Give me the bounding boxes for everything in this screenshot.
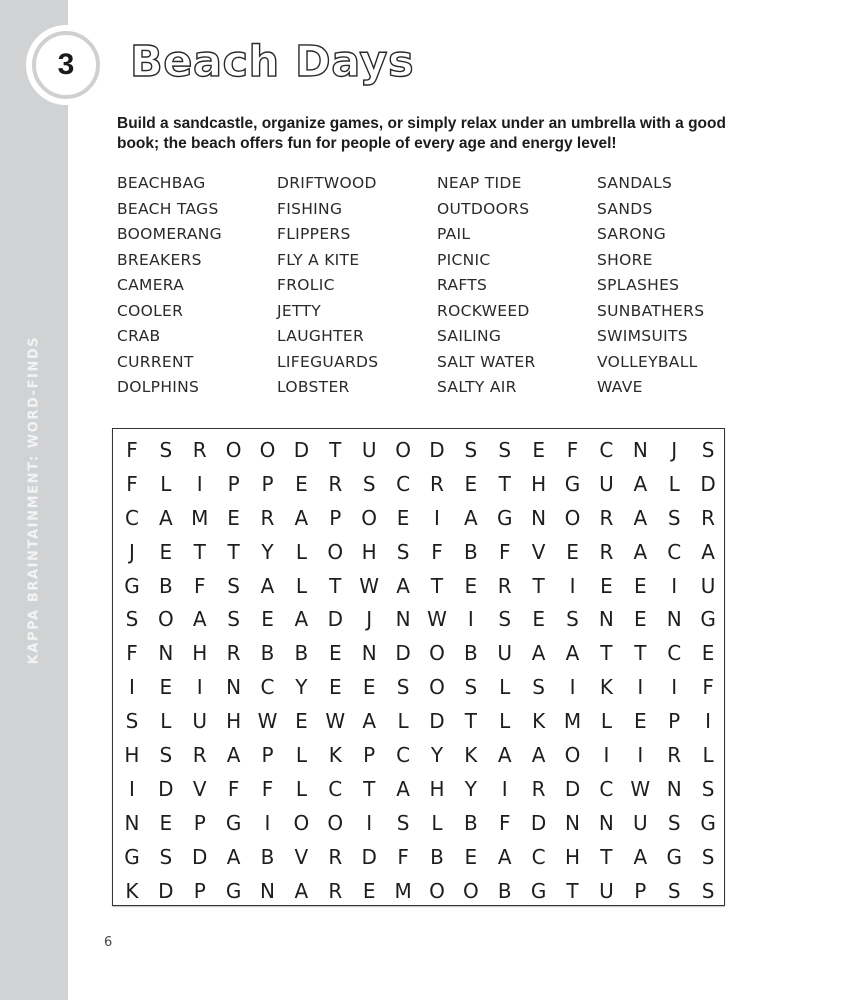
puzzle-number-badge [26, 25, 106, 105]
grid-cell[interactable]: E [396, 505, 410, 530]
grid-cell[interactable]: G [124, 573, 140, 598]
grid-cell[interactable]: O [429, 878, 445, 903]
page-title: Beach Days [130, 37, 415, 87]
grid-cell[interactable]: C [328, 776, 343, 801]
word-list-item: BOOMERANG [117, 225, 222, 243]
grid-cell[interactable]: Y [261, 539, 274, 564]
grid-cell[interactable]: I [637, 742, 644, 767]
grid-cell[interactable]: O [429, 675, 445, 700]
grid-cell[interactable]: T [600, 844, 613, 869]
word-list-item: SALTY AIR [437, 378, 517, 396]
grid-cell[interactable]: T [634, 641, 647, 666]
word-list-item: SALT WATER [437, 352, 536, 371]
grid-cell[interactable]: S [667, 505, 681, 530]
grid-cell[interactable]: F [498, 810, 511, 835]
grid-cell[interactable]: L [295, 539, 307, 564]
grid-cell[interactable]: E [261, 607, 274, 632]
grid-cell[interactable]: R [192, 437, 207, 462]
grid-cell[interactable]: O [462, 878, 479, 903]
grid-cell[interactable]: D [327, 607, 343, 632]
grid-cell[interactable]: D [361, 844, 377, 869]
grid-cell[interactable]: E [464, 844, 478, 869]
grid-cell[interactable]: B [294, 641, 309, 666]
grid-cell[interactable]: K [125, 878, 139, 903]
grid-cell[interactable]: N [531, 505, 547, 530]
grid-cell[interactable]: E [464, 471, 478, 496]
word-list-item: SANDALS [597, 174, 673, 192]
puzzle-number: 3 [57, 48, 75, 81]
grid-cell[interactable]: T [532, 573, 545, 598]
intro-text: Build a sandcastle, organize games, or simply relax under an umbrella with a good book; the beach offers fun for people of every age and energy level! [117, 115, 726, 152]
grid-cell[interactable]: I [467, 607, 474, 632]
grid-cell[interactable]: R [260, 505, 275, 530]
grid-cell[interactable]: I [671, 573, 678, 598]
word-list-item: LIFEGUARDS [277, 352, 379, 371]
grid-cell[interactable]: L [160, 709, 172, 734]
grid-cell[interactable]: I [603, 742, 610, 767]
grid-cell[interactable]: A [226, 844, 241, 869]
grid-cell[interactable]: A [497, 742, 512, 767]
grid-cell[interactable]: G [225, 810, 242, 835]
grid-cell[interactable]: S [701, 878, 715, 903]
grid-cell[interactable]: I [366, 810, 373, 835]
grid-cell[interactable]: E [464, 573, 478, 598]
sidebar [0, 0, 68, 1000]
word-list-item: FLY A KITE [277, 250, 360, 269]
grid-cell[interactable]: F [126, 471, 138, 496]
grid-cell[interactable]: S [125, 709, 139, 734]
grid-cell[interactable]: D [158, 776, 174, 801]
grid-cell[interactable]: A [701, 539, 715, 564]
grid-cell[interactable]: E [362, 878, 376, 903]
grid-cell[interactable]: R [701, 505, 716, 530]
grid-cell[interactable]: L [600, 709, 612, 734]
grid-cell[interactable]: H [226, 709, 242, 734]
grid-cell[interactable]: B [463, 539, 478, 564]
grid-cell[interactable]: B [463, 641, 478, 666]
word-list-item: NEAP TIDE [437, 174, 522, 192]
grid-cell[interactable]: A [260, 573, 275, 598]
grid-cell[interactable]: W [427, 607, 447, 632]
grid-cell[interactable]: P [227, 471, 240, 496]
word-list-item: CAMERA [117, 276, 185, 294]
grid-cell[interactable]: A [565, 641, 580, 666]
grid-cell[interactable]: A [396, 573, 410, 598]
word-list-item: DOLPHINS [117, 378, 200, 396]
grid-cell[interactable]: U [361, 437, 377, 462]
grid-cell[interactable]: C [667, 539, 682, 564]
grid-cell[interactable]: J [128, 539, 135, 564]
grid-cell[interactable]: S [396, 675, 410, 700]
grid-cell[interactable]: E [701, 641, 715, 666]
grid-cell[interactable]: N [632, 437, 648, 462]
word-list-item: PAIL [437, 225, 471, 243]
grid-cell[interactable]: G [124, 844, 140, 869]
word-search-grid [112, 428, 725, 906]
grid-cell[interactable]: H [531, 471, 547, 496]
grid-cell[interactable]: I [264, 810, 271, 835]
grid-cell[interactable]: B [497, 878, 512, 903]
grid-cell[interactable]: N [158, 641, 174, 666]
word-list-item: BEACHBAG [117, 174, 206, 192]
grid-cell[interactable]: L [499, 675, 511, 700]
grid-cell[interactable]: A [633, 505, 648, 530]
grid-cell[interactable]: U [192, 709, 208, 734]
grid-cell[interactable]: B [260, 844, 275, 869]
grid-cell[interactable]: N [666, 776, 682, 801]
grid-cell[interactable]: L [295, 742, 307, 767]
grid-cell[interactable]: C [599, 776, 614, 801]
grid-cell[interactable]: R [497, 573, 512, 598]
grid-cell[interactable]: T [566, 878, 579, 903]
word-list-item: FLIPPERS [277, 225, 351, 243]
grid-cell[interactable]: A [633, 471, 648, 496]
grid-cell[interactable]: U [599, 878, 614, 903]
grid-cell[interactable]: K [328, 742, 342, 767]
grid-cell[interactable]: S [159, 742, 173, 767]
grid-cell[interactable]: E [633, 573, 647, 598]
grid-cell[interactable]: I [637, 675, 644, 700]
grid-cell[interactable]: B [260, 641, 275, 666]
grid-cell[interactable]: A [294, 878, 309, 903]
word-list-item: SANDS [597, 199, 653, 218]
grid-cell[interactable]: E [159, 810, 173, 835]
word-list-item: BEACH TAGS [117, 199, 219, 218]
grid-cell[interactable]: R [192, 742, 207, 767]
grid-cell[interactable]: E [633, 709, 647, 734]
grid-cell[interactable]: S [396, 810, 410, 835]
grid-cell[interactable]: R [328, 878, 343, 903]
grid-cell[interactable]: A [362, 709, 377, 734]
grid-cell[interactable]: N [565, 810, 580, 835]
grid-cell[interactable]: P [193, 810, 206, 835]
grid-cell[interactable]: N [226, 675, 242, 700]
grid-cell[interactable]: J [366, 607, 373, 632]
grid-cell[interactable]: A [294, 505, 309, 530]
grid-cell[interactable]: S [464, 437, 478, 462]
grid-cell[interactable]: B [463, 810, 478, 835]
grid-cell[interactable]: N [260, 878, 275, 903]
grid-cell[interactable]: O [157, 607, 174, 632]
grid-cell[interactable]: S [498, 607, 512, 632]
grid-cell[interactable]: R [667, 742, 682, 767]
grid-cell[interactable]: H [124, 742, 140, 767]
grid-cell[interactable]: C [396, 742, 411, 767]
grid-cell[interactable]: T [430, 573, 444, 598]
grid-cell[interactable]: S [227, 607, 240, 632]
grid-cell[interactable]: V [192, 776, 207, 801]
grid-cell[interactable]: E [159, 675, 173, 700]
grid-cell[interactable]: W [325, 709, 346, 734]
grid-cell[interactable]: T [464, 709, 477, 734]
word-list-item: CRAB [117, 327, 161, 345]
grid-cell[interactable]: U [497, 641, 513, 666]
grid-cell[interactable]: O [327, 539, 344, 564]
grid-cell[interactable]: E [328, 641, 342, 666]
grid-cell[interactable]: R [599, 539, 614, 564]
grid-cell[interactable]: I [434, 505, 440, 530]
grid-cell[interactable]: G [496, 505, 513, 530]
word-list-item: LAUGHTER [277, 327, 365, 345]
grid-cell[interactable]: L [499, 709, 511, 734]
grid-cell[interactable]: S [532, 675, 545, 700]
grid-cell[interactable]: N [124, 810, 140, 835]
grid-cell[interactable]: A [294, 607, 309, 632]
word-list-item: ROCKWEED [437, 301, 530, 320]
grid-cell[interactable]: F [702, 675, 714, 700]
grid-cell[interactable]: A [464, 505, 478, 530]
grid-cell[interactable]: D [530, 810, 547, 835]
grid-cell[interactable]: G [700, 810, 716, 835]
grid-cell[interactable]: O [327, 810, 344, 835]
page-number: 6 [104, 935, 113, 950]
grid-cell[interactable]: E [532, 437, 545, 462]
grid-cell[interactable]: R [430, 471, 444, 496]
word-list-item: CURRENT [117, 352, 194, 371]
word-list-item: COOLER [117, 301, 184, 320]
word-list-item: SUNBATHERS [597, 301, 705, 320]
grid-cell[interactable]: O [429, 641, 445, 666]
grid-cell[interactable]: S [667, 810, 681, 835]
grid-cell[interactable]: P [193, 878, 206, 903]
grid-cell[interactable]: T [600, 641, 613, 666]
grid-cell[interactable]: C [667, 641, 682, 666]
grid-cell[interactable]: A [633, 539, 648, 564]
grid-cell[interactable]: S [701, 776, 715, 801]
letter-grid [115, 433, 725, 907]
grid-cell[interactable]: O [293, 810, 310, 835]
grid-cell[interactable]: P [668, 709, 681, 734]
word-list-item: PICNIC [437, 250, 491, 269]
grid-cell[interactable]: B [158, 573, 173, 598]
grid-cell[interactable]: L [295, 573, 307, 598]
grid-cell[interactable]: W [257, 709, 278, 734]
grid-cell[interactable]: T [363, 776, 376, 801]
grid-cell[interactable]: P [363, 742, 376, 767]
grid-cell[interactable]: S [227, 573, 240, 598]
grid-cell[interactable]: I [128, 675, 135, 700]
grid-cell[interactable]: E [362, 675, 376, 700]
grid-cell[interactable]: F [498, 539, 511, 564]
word-list-item: SHORE [597, 250, 653, 269]
grid-cell[interactable]: I [196, 675, 203, 700]
grid-cell[interactable]: I [196, 471, 203, 496]
grid-cell[interactable]: E [532, 607, 545, 632]
grid-cell[interactable]: R [328, 471, 343, 496]
grid-cell[interactable]: I [569, 573, 576, 598]
grid-cell[interactable]: N [598, 607, 614, 632]
grid-cell[interactable]: O [564, 505, 581, 530]
grid-cell[interactable]: N [598, 810, 614, 835]
grid-cell[interactable]: Y [464, 776, 477, 801]
grid-cell[interactable]: P [261, 742, 274, 767]
grid-cell[interactable]: Y [430, 742, 444, 767]
grid-cell[interactable]: O [361, 505, 378, 530]
grid-cell[interactable]: A [396, 776, 410, 801]
grid-cell[interactable]: I [569, 675, 576, 700]
grid-cell[interactable]: L [668, 471, 680, 496]
grid-cell[interactable]: F [126, 641, 138, 666]
grid-cell[interactable]: E [633, 607, 647, 632]
grid-cell[interactable]: C [396, 471, 411, 496]
grid-cell[interactable]: C [599, 437, 614, 462]
grid-cell[interactable]: R [226, 641, 241, 666]
grid-cell[interactable]: R [531, 776, 546, 801]
grid-cell[interactable]: R [328, 844, 343, 869]
grid-cell[interactable]: H [429, 776, 445, 801]
grid-cell[interactable]: E [566, 539, 579, 564]
grid-cell[interactable]: M [191, 505, 209, 530]
badge-ring [32, 31, 100, 99]
grid-cell[interactable]: E [295, 471, 308, 496]
grid-cell[interactable]: E [295, 709, 308, 734]
word-list-item: JETTY [277, 301, 321, 320]
grid-cell[interactable]: A [531, 742, 546, 767]
grid-cell[interactable]: G [666, 844, 682, 869]
grid-cell[interactable]: O [225, 437, 242, 462]
grid-cell[interactable]: T [227, 539, 240, 564]
grid-cell[interactable]: C [260, 675, 275, 700]
grid-cell[interactable]: N [666, 607, 682, 632]
grid-cell[interactable]: S [159, 844, 173, 869]
grid-cell[interactable]: L [160, 471, 172, 496]
grid-cell[interactable]: E [600, 573, 613, 598]
grid-cell[interactable]: N [361, 641, 377, 666]
grid-cell[interactable]: Y [295, 675, 308, 700]
grid-cell[interactable]: L [397, 709, 409, 734]
grid-cell[interactable]: T [329, 437, 342, 462]
word-list-item: DRIFTWOOD [277, 174, 377, 192]
grid-cell[interactable]: D [395, 641, 411, 666]
grid-cell[interactable]: C [124, 505, 139, 530]
grid-cell[interactable]: S [396, 539, 410, 564]
grid-cell[interactable]: O [259, 437, 276, 462]
grid-cell[interactable]: F [227, 776, 240, 801]
grid-cell[interactable]: G [530, 878, 547, 903]
grid-cell[interactable]: S [125, 607, 139, 632]
grid-cell[interactable]: G [700, 607, 716, 632]
grid-cell[interactable]: S [701, 437, 715, 462]
word-list-item: SWIMSUITS [597, 327, 688, 345]
grid-cell[interactable]: F [566, 437, 579, 462]
word-list-item: BREAKERS [117, 250, 202, 269]
grid-cell[interactable]: D [192, 844, 208, 869]
grid-cell[interactable]: I [705, 709, 712, 734]
book-title-vertical: KAPPA BRAINTAINMENT: WORD-FINDS [26, 335, 42, 665]
grid-cell[interactable]: A [226, 742, 241, 767]
grid-cell[interactable]: H [361, 539, 377, 564]
grid-cell[interactable]: S [362, 471, 376, 496]
grid-cell[interactable]: K [532, 709, 546, 734]
grid-cell[interactable]: J [671, 437, 678, 462]
grid-cell[interactable]: O [395, 437, 411, 462]
grid-cell[interactable]: U [632, 810, 648, 835]
grid-cell[interactable]: I [671, 675, 678, 700]
grid-cell[interactable]: A [158, 505, 173, 530]
grid-cell[interactable]: S [159, 437, 173, 462]
grid-cell[interactable]: F [431, 539, 443, 564]
grid-cell[interactable]: B [430, 844, 444, 869]
grid-cell[interactable]: P [261, 471, 274, 496]
grid-cell[interactable]: I [128, 776, 135, 801]
grid-cell[interactable]: A [633, 844, 648, 869]
grid-cell[interactable]: W [359, 573, 380, 598]
grid-cell[interactable]: M [394, 878, 412, 903]
grid-cell[interactable]: P [329, 505, 342, 530]
grid-cell[interactable]: S [701, 844, 715, 869]
grid-cell[interactable]: O [564, 742, 581, 767]
word-list-item: OUTDOORS [437, 199, 530, 218]
word-list-item: FISHING [277, 199, 343, 218]
grid-cell[interactable]: I [501, 776, 508, 801]
word-list-item: FROLIC [277, 276, 335, 294]
grid-cell[interactable]: K [599, 675, 613, 700]
grid-cell[interactable]: V [294, 844, 309, 869]
grid-cell[interactable]: S [667, 878, 681, 903]
grid-cell[interactable]: E [328, 675, 342, 700]
grid-cell[interactable]: D [700, 471, 716, 496]
grid-cell[interactable]: D [429, 437, 445, 462]
grid-cell[interactable]: C [531, 844, 546, 869]
grid-cell[interactable]: S [498, 437, 512, 462]
grid-cell[interactable]: M [563, 709, 582, 734]
word-list-item: SARONG [597, 225, 667, 243]
word-list-item: SAILING [437, 327, 502, 345]
grid-cell[interactable]: S [566, 607, 579, 632]
grid-cell[interactable]: F [126, 437, 138, 462]
grid-cell[interactable]: H [565, 844, 581, 869]
grid-cell[interactable]: D [429, 709, 445, 734]
word-list-item: RAFTS [437, 276, 488, 294]
grid-cell[interactable]: L [702, 742, 714, 767]
grid-cell[interactable]: N [395, 607, 411, 632]
grid-cell[interactable]: T [193, 539, 206, 564]
grid-cell[interactable]: L [431, 810, 443, 835]
grid-cell[interactable]: H [192, 641, 208, 666]
grid-cell[interactable]: E [227, 505, 240, 530]
grid-cell[interactable]: F [261, 776, 274, 801]
grid-cell[interactable]: V [531, 539, 546, 564]
word-list-item: VOLLEYBALL [597, 352, 698, 371]
grid-cell[interactable]: T [498, 471, 511, 496]
grid-cell[interactable]: D [158, 878, 174, 903]
grid-cell[interactable]: U [599, 471, 614, 496]
grid-cell[interactable]: G [564, 471, 581, 496]
grid-cell[interactable]: W [630, 776, 651, 801]
word-list [117, 171, 757, 401]
grid-cell[interactable]: A [531, 641, 546, 666]
grid-cell[interactable]: F [397, 844, 409, 869]
grid-cell[interactable]: P [634, 878, 647, 903]
grid-cell[interactable]: D [564, 776, 581, 801]
word-list-item: SPLASHES [597, 276, 680, 294]
grid-cell[interactable]: R [599, 505, 614, 530]
grid-cell[interactable]: G [225, 878, 242, 903]
grid-cell[interactable]: A [497, 844, 512, 869]
grid-cell[interactable]: K [464, 742, 478, 767]
grid-cell[interactable]: F [193, 573, 206, 598]
grid-cell[interactable]: T [329, 573, 342, 598]
grid-cell[interactable]: S [464, 675, 478, 700]
grid-cell[interactable]: D [293, 437, 310, 462]
grid-cell[interactable]: E [159, 539, 173, 564]
word-list-item: LOBSTER [277, 378, 350, 396]
grid-cell[interactable]: U [700, 573, 716, 598]
grid-cell[interactable]: A [192, 607, 207, 632]
word-list-item: WAVE [597, 378, 643, 396]
grid-cell[interactable]: L [295, 776, 307, 801]
